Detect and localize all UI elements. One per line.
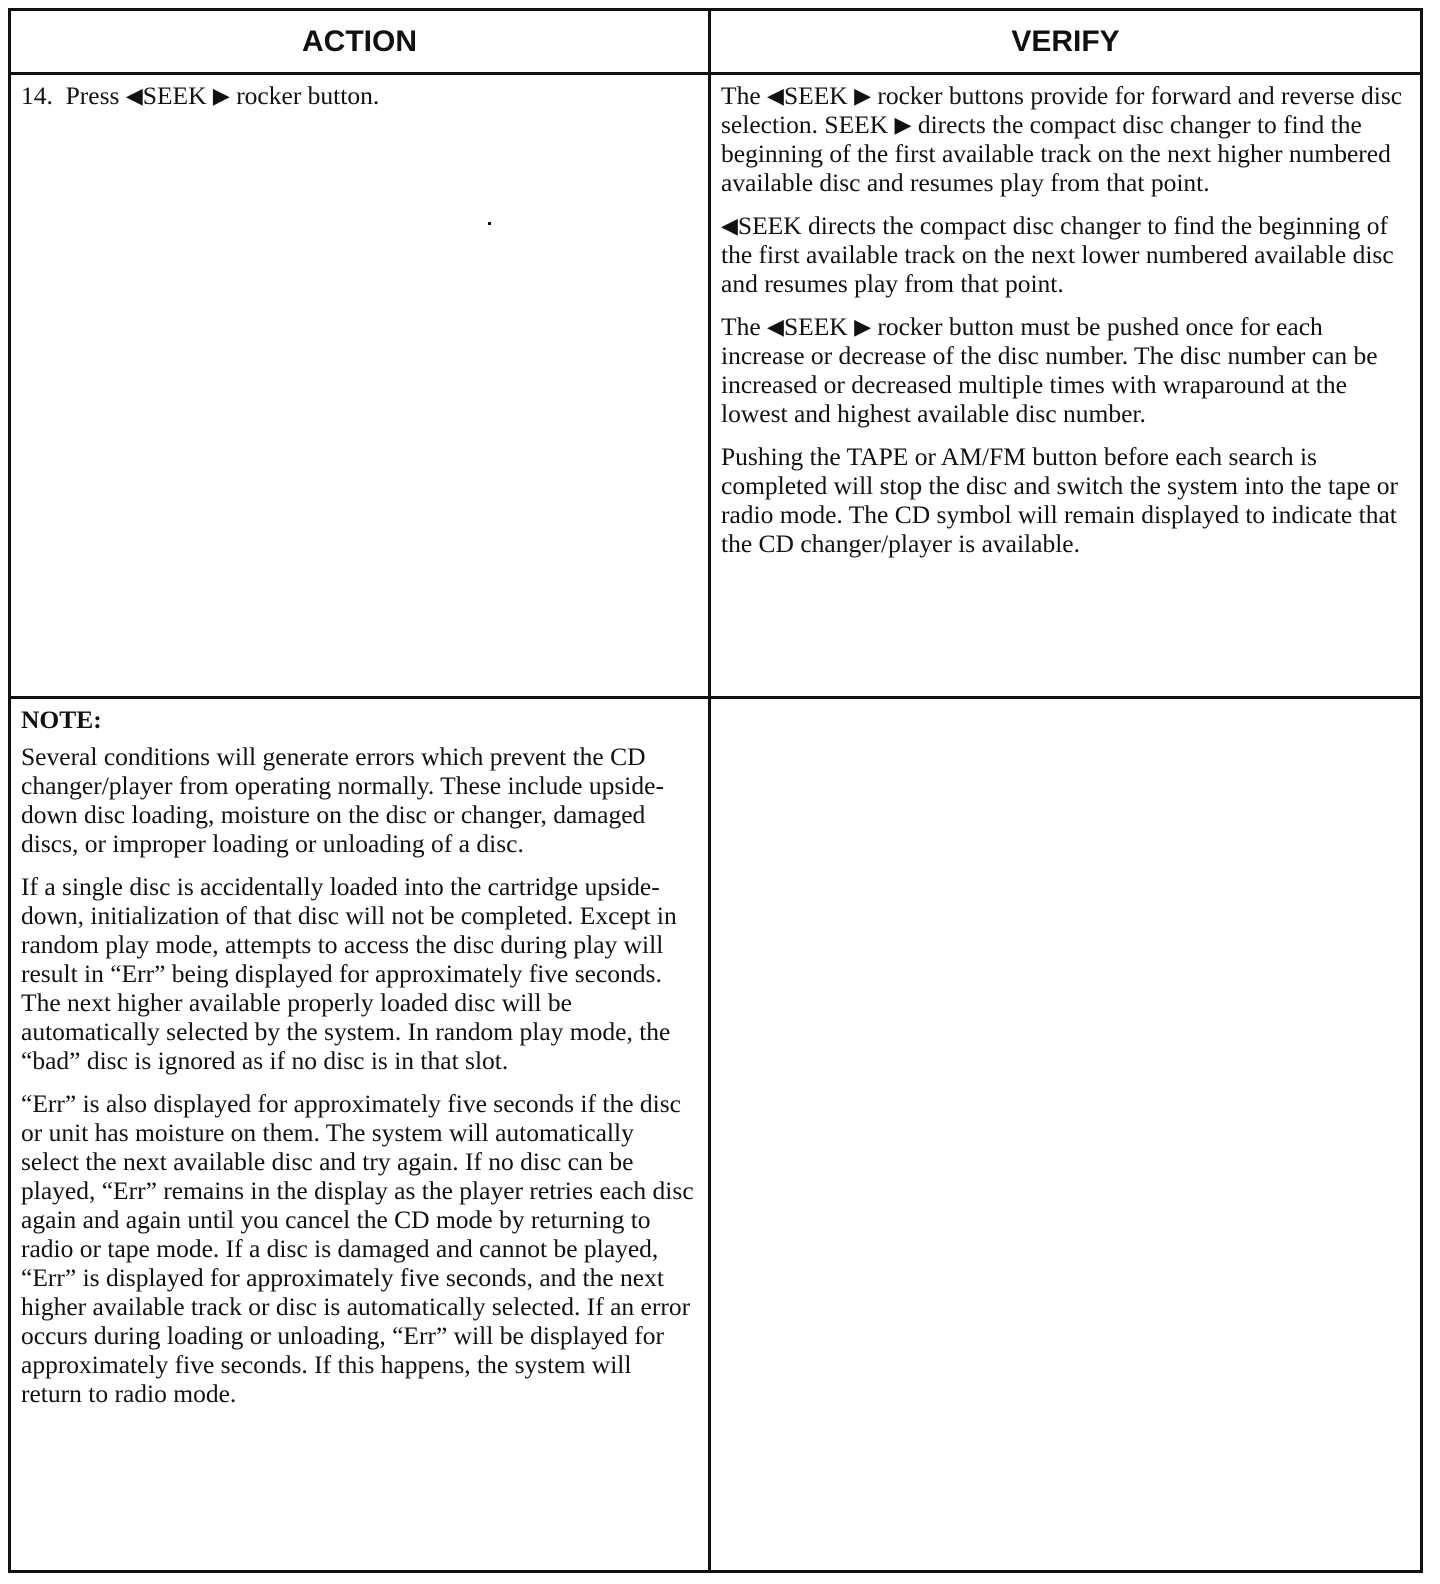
note-verify-empty-cell: [711, 699, 1420, 1570]
verify-p1-seek: SEEK: [783, 81, 848, 110]
verify-paragraph-1: [721, 81, 1410, 197]
note-label: NOTE:: [21, 705, 102, 734]
right-triangle-icon: ▶: [894, 112, 912, 137]
verify-paragraph-4: Pushing the TAPE or AM/FM button before each search is completed will stop the disc and switch the system into the tape or radio mode. The CD symbol will remain displayed to indicate that the CD changer/player is available.: [721, 442, 1399, 558]
left-triangle-icon: ◀: [125, 83, 143, 108]
note-paragraph-2: If a single disc is accidentally loaded into the cartridge upside-down, initialization of that disc will not be completed. Except in random play mode, attempts to access the disc during play will result in “Err” being displayed for approximately five seconds. The next higher available properly loaded disc will be automatically selected by the system. In random play mode, the “bad” disc is ignored as if no disc is in that slot.: [21, 872, 677, 1075]
verify-p3-b: rocker button must be pushed once for each increase or decrease of the disc number. The disc number can be increased or decreased multiple times with wraparound at the lowest and highest available disc number.: [721, 312, 1378, 428]
procedure-table: [8, 8, 1423, 1573]
note-paragraph-1: Several conditions will generate errors which prevent the CD changer/player from operating normally. These include upside-down disc loading, moisture on the disc or changer, damaged discs, or improper loading or unloading of a disc.: [21, 742, 664, 858]
verify-p1-c: directs the compact disc changer to find the beginning of the first available track on the next higher numbered available disc and resumes play from that point.: [721, 110, 1391, 197]
verify-p3-a: The: [721, 312, 761, 341]
step-rest: rocker button.: [236, 81, 380, 110]
step-number: 14.: [21, 81, 53, 110]
verify-paragraph-2: [721, 211, 1410, 298]
verify-step-cell: [711, 75, 1420, 699]
verify-p2-seek: SEEK: [737, 211, 802, 240]
right-triangle-icon: ▶: [854, 314, 871, 339]
left-triangle-icon: ◀: [767, 83, 784, 108]
verify-paragraph-3: [721, 312, 1410, 428]
verify-header-label: VERIFY: [1011, 24, 1120, 58]
step-press: Press: [65, 81, 120, 110]
left-triangle-icon: ◀: [721, 213, 738, 238]
right-triangle-icon: ▶: [854, 83, 871, 108]
step-14: [21, 81, 698, 110]
step-seek: SEEK: [142, 81, 207, 110]
verify-p2-b: directs the compact disc changer to find the beginning of the first available track on the next lower numbered available disc and resumes play from that point.: [721, 211, 1394, 298]
action-header: [11, 11, 711, 75]
verify-p1-a: The: [721, 81, 761, 110]
action-header-label: ACTION: [302, 24, 417, 58]
right-triangle-icon: ▶: [212, 83, 230, 108]
note-cell: [11, 699, 711, 1570]
action-step-cell: [11, 75, 711, 699]
left-triangle-icon: ◀: [767, 314, 784, 339]
verify-p3-seek: SEEK: [783, 312, 848, 341]
stray-dot: [488, 222, 491, 225]
note-paragraph-3: “Err” is also displayed for approximately five seconds if the disc or unit has moisture on them. The system will automatically select the next available disc and try again. If no disc can be played, “Err” remains in the display as the player retries each disc again and again until you cancel the CD mode by returning to radio or tape mode. If a disc is damaged and cannot be played, “Err” is displayed for approximately five seconds, and the next higher available track or disc is automatically selected. If an error occurs during loading or unloading, “Err” will be displayed for approximately five seconds. If this happens, the system will return to radio mode.: [21, 1089, 694, 1408]
verify-header: [711, 11, 1420, 75]
verify-p1-b: rocker buttons provide for forward and reverse disc selection. SEEK: [721, 81, 1403, 139]
